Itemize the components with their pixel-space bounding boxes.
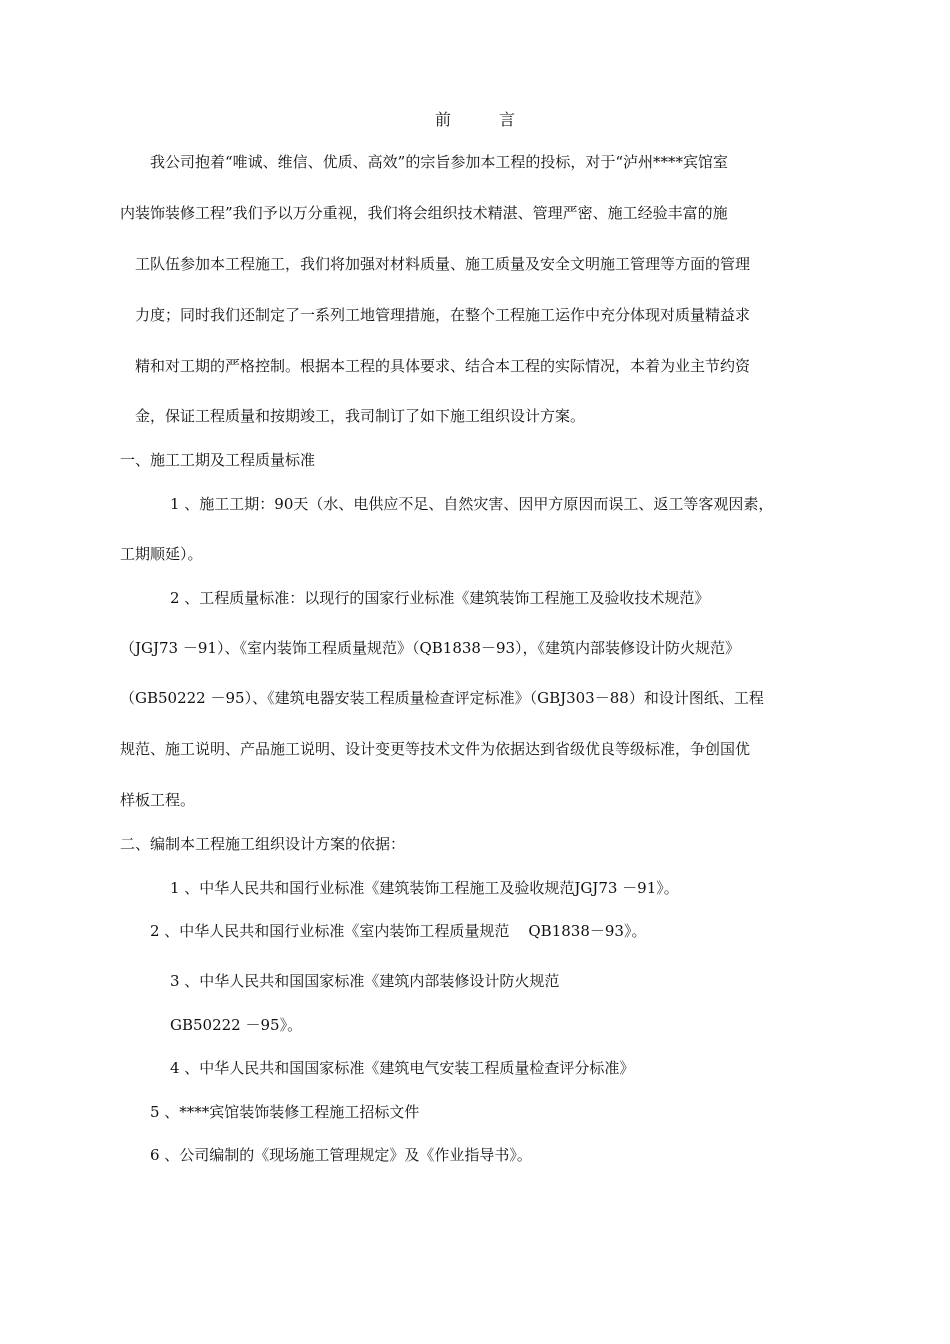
paragraph-line: 规范、施工说明、产品施工说明、设计变更等技术文件为依据达到省级优良等级标准，争创国优 bbox=[120, 740, 751, 758]
paragraph-line: 1 、施工工期：90天（水、电供应不足、自然灾害、因甲方原因而误工、返工等客观因素， bbox=[170, 495, 774, 513]
list-item: 1 、中华人民共和国行业标准《建筑装饰工程施工及验收规范JGJ73 －91》。 bbox=[170, 879, 679, 897]
list-item: 5 、****宾馆装饰装修工程施工招标文件 bbox=[150, 1103, 420, 1121]
list-item: 2 、中华人民共和国行业标准《室内装饰工程质量规范 QB1838－93》。 bbox=[150, 922, 647, 940]
preface-line: 内装饰装修工程”我们予以万分重视，我们将会组织技术精湛、管理严密、施工经验丰富的施 bbox=[120, 204, 728, 222]
preface-line: 精和对工期的严格控制。根据本工程的具体要求、结合本工程的实际情况，本着为业主节约资 bbox=[135, 357, 751, 375]
preface-line: 我公司抱着“唯诚、维信、优质、高效”的宗旨参加本工程的投标，对于“泸州****宾馆室 bbox=[150, 153, 729, 171]
paragraph-line: （GB50222 －95）、《建筑电器安装工程质量检查评定标准》（GBJ303－88）和设计图纸、工程 bbox=[120, 689, 764, 707]
preface-line: 金，保证工程质量和按期竣工，我司制订了如下施工组织设计方案。 bbox=[135, 407, 586, 425]
paragraph-line: 样板工程。 bbox=[120, 791, 196, 809]
paragraph-line: 工期顺延）。 bbox=[120, 545, 203, 563]
section-heading: 一、施工工期及工程质量标准 bbox=[120, 451, 316, 469]
list-item: 4 、中华人民共和国国家标准《建筑电气安装工程质量检查评分标准》 bbox=[170, 1059, 635, 1077]
preface-line: 力度；同时我们还制定了一系列工地管理措施，在整个工程施工运作中充分体现对质量精益求 bbox=[135, 306, 751, 324]
list-item: 3 、中华人民共和国国家标准《建筑内部装修设计防火规范 bbox=[170, 972, 560, 990]
preface-line: 工队伍参加本工程施工，我们将加强对材料质量、施工质量及安全文明施工管理等方面的管理 bbox=[135, 255, 751, 273]
document-title: 前言 bbox=[434, 110, 563, 129]
list-item: 6 、公司编制的《现场施工管理规定》及《作业指导书》。 bbox=[150, 1146, 532, 1164]
paragraph-line: 2 、工程质量标准：以现行的国家行业标准《建筑装饰工程施工及验收技术规范》 bbox=[170, 589, 710, 607]
section-heading: 二、编制本工程施工组织设计方案的依据： bbox=[120, 835, 406, 853]
paragraph-line: （JGJ73 －91）、《室内装饰工程质量规范》（QB1838－93），《建筑内部装修设计防火规范》 bbox=[120, 639, 741, 657]
list-item: GB50222 －95》。 bbox=[170, 1016, 303, 1034]
